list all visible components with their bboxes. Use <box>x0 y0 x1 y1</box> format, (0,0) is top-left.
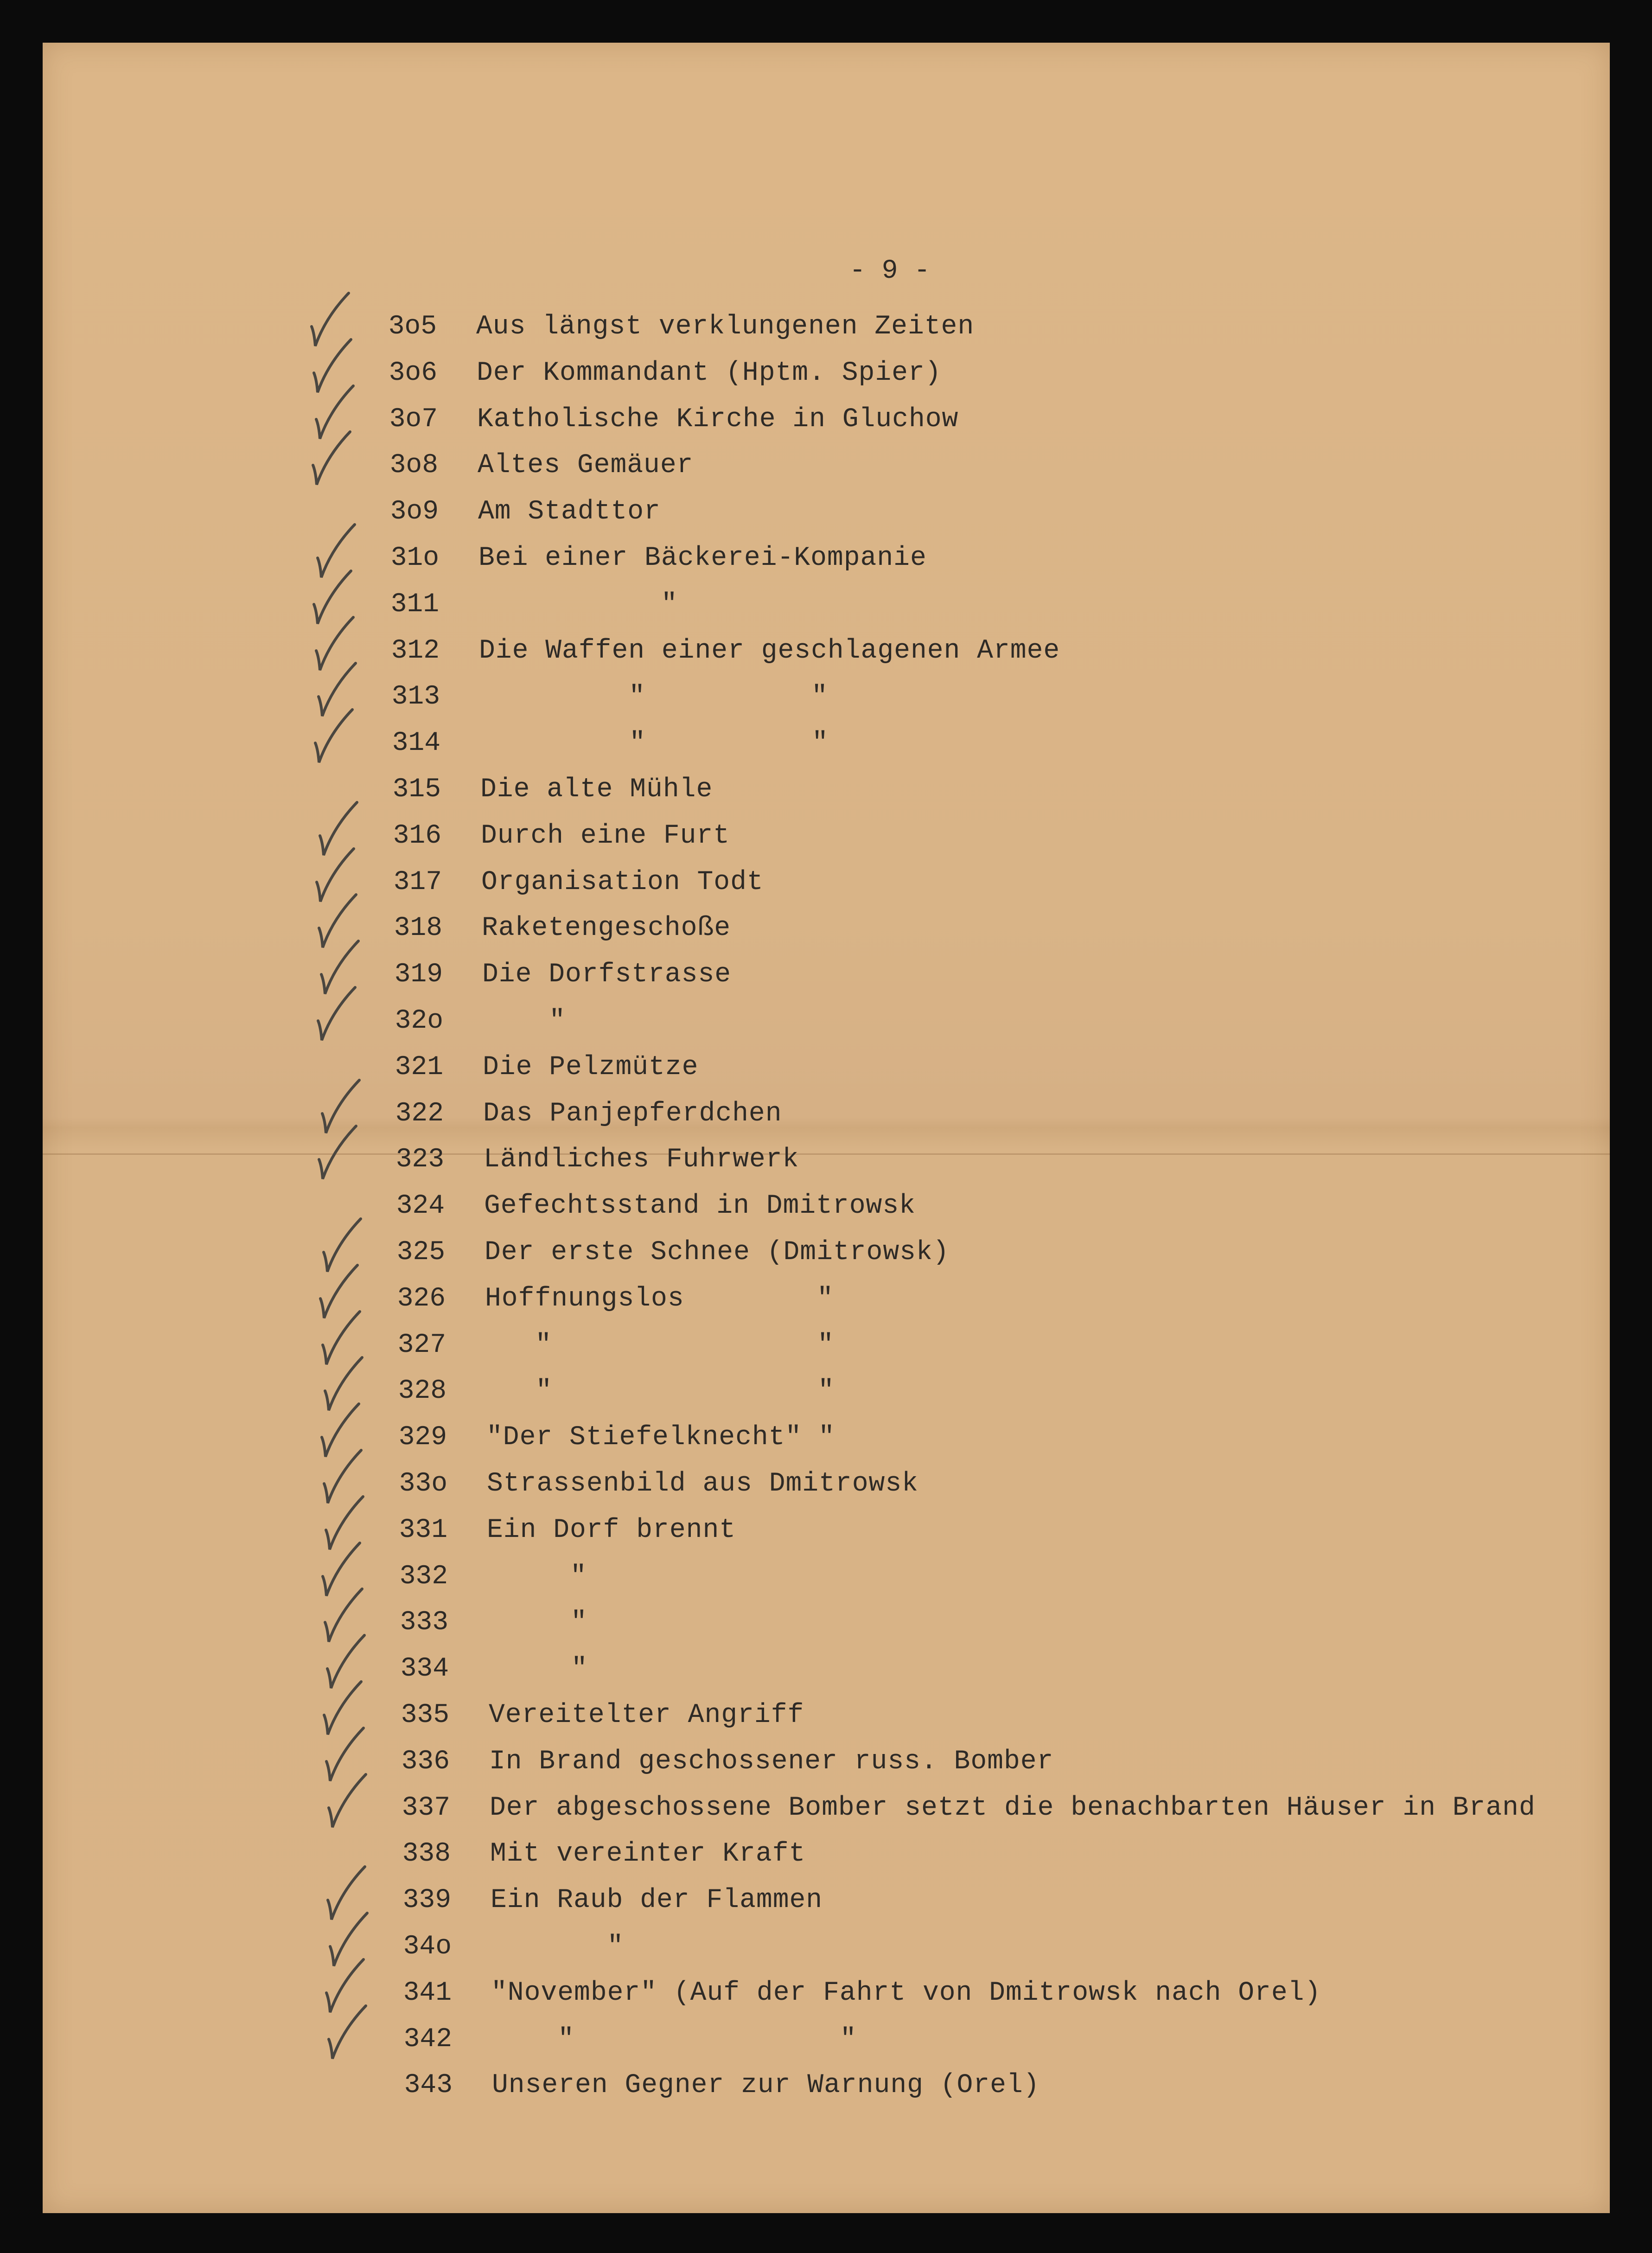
entry-number: 313 <box>391 682 440 712</box>
entry-number: 3o6 <box>389 358 437 388</box>
entry-number: 325 <box>396 1237 445 1267</box>
entry-title: Das Panjepferdchen <box>483 1098 782 1129</box>
entry-number: 315 <box>392 774 441 805</box>
entry-number: 323 <box>395 1145 444 1175</box>
entry-title: Die Waffen einer geschlagenen Armee <box>479 635 1060 666</box>
entry-number: 3o7 <box>389 404 438 435</box>
entry-number: 328 <box>398 1376 446 1407</box>
entry-title: " <box>487 1561 587 1592</box>
entry-title: Mit vereinter Kraft <box>490 1839 806 1869</box>
entry-title: " " <box>491 2024 857 2055</box>
entry-title: Organisation Todt <box>481 867 764 897</box>
entry-title: Vereitelter Angriff <box>489 1700 804 1730</box>
paper-fold-line <box>43 1153 1610 1155</box>
entry-title: Aus längst verklungenen Zeiten <box>476 312 975 342</box>
entry-number: 337 <box>402 1792 450 1823</box>
entry-title: Katholische Kirche in Gluchow <box>477 404 959 435</box>
entry-title: Strassenbild aus Dmitrowsk <box>487 1469 918 1499</box>
document-page <box>43 43 1610 2213</box>
entry-number: 329 <box>398 1422 447 1453</box>
entry-number: 312 <box>391 635 440 666</box>
entry-title: Am Stadttor <box>478 497 661 527</box>
entry-number: 32o <box>395 1006 443 1036</box>
entry-number: 339 <box>402 1885 451 1916</box>
entry-title: Die alte Mühle <box>480 774 713 805</box>
entry-number: 31o <box>390 543 439 573</box>
entry-title: Die Pelzmütze <box>483 1052 699 1082</box>
entry-number: 338 <box>402 1839 451 1869</box>
entry-number: 317 <box>393 867 442 897</box>
entry-title: Altes Gemäuer <box>478 450 694 481</box>
entry-number: 321 <box>395 1052 443 1082</box>
entry-number: 343 <box>404 2070 453 2101</box>
page-number: - 9 - <box>849 256 931 286</box>
entry-number: 316 <box>393 820 441 851</box>
entry-number: 3o5 <box>388 312 437 342</box>
entry-number: 333 <box>400 1607 448 1638</box>
entry-title: Bei einer Bäckerei-Kompanie <box>478 543 927 573</box>
entry-title: Ländliches Fuhrwerk <box>484 1145 799 1175</box>
entry-number: 34o <box>403 1932 452 1962</box>
entry-title: Raketengeschoße <box>482 913 731 944</box>
entry-number: 318 <box>394 913 442 944</box>
entry-number: 342 <box>403 2024 452 2055</box>
entry-title: " " <box>486 1376 835 1407</box>
entry-title: "Der Stiefelknecht" " <box>486 1422 835 1453</box>
entry-title: Der Kommandant (Hptm. Spier) <box>477 358 942 388</box>
entry-number: 3o9 <box>390 497 439 527</box>
entry-title: " <box>488 1654 588 1684</box>
entry-number: 331 <box>399 1515 447 1545</box>
entry-number: 322 <box>395 1098 444 1129</box>
entry-title: Gefechtsstand in Dmitrowsk <box>484 1191 916 1222</box>
entry-number: 335 <box>401 1700 449 1730</box>
entry-title: Hoffnungslos " <box>485 1283 834 1314</box>
entry-title: Ein Dorf brennt <box>487 1515 736 1545</box>
entry-number: 33o <box>399 1469 447 1499</box>
entry-number: 324 <box>396 1191 445 1222</box>
entry-title: Die Dorfstrasse <box>482 960 732 990</box>
entry-title: Ein Raub der Flammen <box>491 1885 823 1916</box>
entry-title: " " <box>480 728 829 759</box>
entry-number: 332 <box>399 1561 448 1592</box>
entry-title: Der abgeschossene Bomber setzt die benachbarten Häuser in Brand <box>490 1792 1536 1823</box>
entry-number: 334 <box>400 1654 449 1684</box>
entry-title: " <box>478 589 678 620</box>
entry-title: Unseren Gegner zur Warnung (Orel) <box>492 2070 1040 2101</box>
entry-title: In Brand geschossener russ. Bomber <box>489 1746 1054 1777</box>
entry-title: Durch eine Furt <box>481 820 730 851</box>
entry-title: " <box>483 1006 566 1036</box>
entry-title: " " <box>485 1330 834 1360</box>
entry-number: 341 <box>403 1978 452 2008</box>
entry-number: 311 <box>390 589 439 620</box>
entry-number: 319 <box>394 960 443 990</box>
entry-title: " <box>491 1932 624 1962</box>
entry-number: 336 <box>401 1746 450 1777</box>
entry-number: 314 <box>392 728 440 759</box>
entry-title: "November" (Auf der Fahrt von Dmitrowsk nach Orel) <box>491 1978 1321 2008</box>
entry-number: 326 <box>397 1283 446 1314</box>
entry-title: " <box>488 1607 587 1638</box>
entry-title: " " <box>479 682 828 712</box>
entry-title: Der erste Schnee (Dmitrowsk) <box>485 1237 950 1267</box>
entry-number: 327 <box>397 1330 446 1360</box>
entry-number: 3o8 <box>389 450 438 481</box>
